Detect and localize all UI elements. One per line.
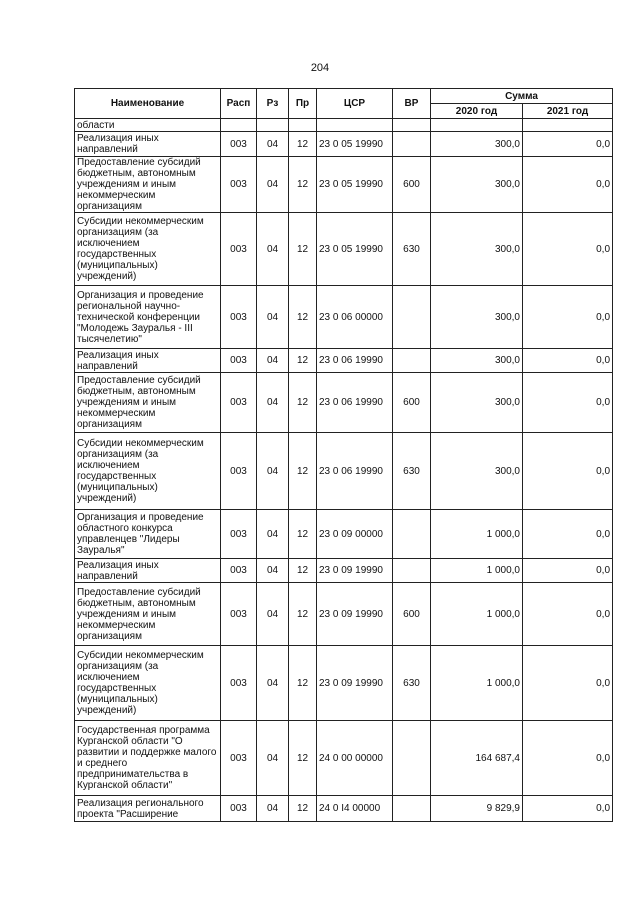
cell-rz: 04 (257, 349, 289, 373)
cell-name: области (75, 119, 221, 132)
cell-csr (317, 119, 393, 132)
cell-2021: 0,0 (523, 286, 613, 349)
cell-csr: 23 0 09 19990 (317, 559, 393, 583)
cell-name: Субсидии некоммерческим организациям (за исключением государственных (муниципальных) учреждений) (75, 213, 221, 286)
cell-2021: 0,0 (523, 796, 613, 822)
cell-name: Предоставление субсидий бюджетным, автономным учреждениям и иным некоммерческим организациям (75, 373, 221, 433)
cell-pr: 12 (289, 583, 317, 646)
cell-rz: 04 (257, 796, 289, 822)
header-vr: ВР (393, 89, 431, 119)
cell-2020: 1 000,0 (431, 646, 523, 721)
header-2021: 2021 год (523, 104, 613, 119)
cell-2021 (523, 119, 613, 132)
cell-rz: 04 (257, 559, 289, 583)
cell-vr: 630 (393, 433, 431, 510)
cell-name: Организация и проведение региональной научно-технической конференции "Молодежь Зауралья - III тысячелетию" (75, 286, 221, 349)
cell-vr (393, 510, 431, 559)
page-number: 204 (310, 62, 330, 74)
cell-csr: 23 0 09 00000 (317, 510, 393, 559)
cell-2020: 164 687,4 (431, 721, 523, 796)
cell-name: Субсидии некоммерческим организациям (за исключением государственных (муниципальных) учреждений) (75, 646, 221, 721)
cell-pr: 12 (289, 286, 317, 349)
cell-rz: 04 (257, 157, 289, 213)
table-row (75, 119, 613, 132)
cell-rasp: 003 (221, 646, 257, 721)
cell-name: Субсидии некоммерческим организациям (за исключением государственных (муниципальных) учреждений) (75, 433, 221, 510)
cell-name: Организация и проведение областного конкурса управленцев "Лидеры Зауралья" (75, 510, 221, 559)
table-row (75, 373, 613, 433)
cell-rz: 04 (257, 286, 289, 349)
cell-vr (393, 796, 431, 822)
cell-2021: 0,0 (523, 349, 613, 373)
cell-2021: 0,0 (523, 646, 613, 721)
cell-2020 (431, 119, 523, 132)
cell-vr: 600 (393, 583, 431, 646)
table-row (75, 583, 613, 646)
cell-2020: 300,0 (431, 433, 523, 510)
cell-pr: 12 (289, 721, 317, 796)
table-row (75, 349, 613, 373)
cell-2020: 1 000,0 (431, 510, 523, 559)
header-2020: 2020 год (431, 104, 523, 119)
cell-name: Предоставление субсидий бюджетным, автономным учреждениям и иным некоммерческим организациям (75, 157, 221, 213)
cell-rasp: 003 (221, 157, 257, 213)
cell-name: Государственная программа Курганской области "О развитии и поддержке малого и среднего предпринимательства в Курганской области" (75, 721, 221, 796)
cell-csr: 23 0 06 00000 (317, 286, 393, 349)
cell-pr: 12 (289, 157, 317, 213)
cell-rasp: 003 (221, 132, 257, 157)
cell-rasp (221, 119, 257, 132)
cell-rasp: 003 (221, 510, 257, 559)
cell-name: Реализация регионального проекта "Расширение (75, 796, 221, 822)
cell-csr: 23 0 05 19990 (317, 157, 393, 213)
table-row (75, 157, 613, 213)
cell-pr: 12 (289, 373, 317, 433)
cell-2020: 300,0 (431, 157, 523, 213)
cell-vr (393, 349, 431, 373)
cell-vr (393, 286, 431, 349)
cell-rasp: 003 (221, 583, 257, 646)
cell-csr: 23 0 05 19990 (317, 213, 393, 286)
cell-vr (393, 559, 431, 583)
cell-csr: 24 0 00 00000 (317, 721, 393, 796)
cell-name: Реализация иных направлений (75, 349, 221, 373)
table-row (75, 646, 613, 721)
table-row (75, 286, 613, 349)
cell-2021: 0,0 (523, 721, 613, 796)
budget-table (74, 88, 613, 822)
table-row (75, 132, 613, 157)
cell-2020: 1 000,0 (431, 559, 523, 583)
cell-rasp: 003 (221, 796, 257, 822)
cell-2021: 0,0 (523, 583, 613, 646)
cell-2021: 0,0 (523, 559, 613, 583)
cell-vr (393, 132, 431, 157)
cell-rasp: 003 (221, 433, 257, 510)
cell-vr (393, 119, 431, 132)
cell-pr: 12 (289, 349, 317, 373)
cell-rz: 04 (257, 132, 289, 157)
cell-pr: 12 (289, 213, 317, 286)
cell-rz: 04 (257, 213, 289, 286)
cell-vr (393, 721, 431, 796)
table-row (75, 433, 613, 510)
cell-2020: 300,0 (431, 286, 523, 349)
cell-rasp: 003 (221, 286, 257, 349)
cell-2021: 0,0 (523, 157, 613, 213)
cell-rz (257, 119, 289, 132)
table-row (75, 796, 613, 822)
cell-pr: 12 (289, 559, 317, 583)
cell-csr: 23 0 06 19990 (317, 433, 393, 510)
cell-2020: 300,0 (431, 213, 523, 286)
cell-pr: 12 (289, 433, 317, 510)
cell-pr: 12 (289, 646, 317, 721)
cell-vr: 630 (393, 646, 431, 721)
table-row (75, 721, 613, 796)
table-body (75, 119, 613, 822)
cell-name: Реализация иных направлений (75, 132, 221, 157)
cell-2020: 300,0 (431, 349, 523, 373)
cell-name: Предоставление субсидий бюджетным, автономным учреждениям и иным некоммерческим организациям (75, 583, 221, 646)
cell-2020: 9 829,9 (431, 796, 523, 822)
cell-2020: 300,0 (431, 132, 523, 157)
cell-pr (289, 119, 317, 132)
cell-csr: 24 0 I4 00000 (317, 796, 393, 822)
cell-2021: 0,0 (523, 433, 613, 510)
table-row (75, 559, 613, 583)
cell-rasp: 003 (221, 349, 257, 373)
cell-rz: 04 (257, 373, 289, 433)
cell-csr: 23 0 05 19990 (317, 132, 393, 157)
header-pr: Пр (289, 89, 317, 119)
cell-csr: 23 0 06 19990 (317, 373, 393, 433)
cell-rz: 04 (257, 433, 289, 510)
cell-csr: 23 0 09 19990 (317, 583, 393, 646)
cell-pr: 12 (289, 510, 317, 559)
cell-rz: 04 (257, 721, 289, 796)
cell-rasp: 003 (221, 213, 257, 286)
header-rz: Рз (257, 89, 289, 119)
cell-2020: 1 000,0 (431, 583, 523, 646)
cell-vr: 630 (393, 213, 431, 286)
cell-rz: 04 (257, 583, 289, 646)
cell-name: Реализация иных направлений (75, 559, 221, 583)
cell-2020: 300,0 (431, 373, 523, 433)
table-row (75, 510, 613, 559)
table-row (75, 213, 613, 286)
cell-vr: 600 (393, 373, 431, 433)
cell-rz: 04 (257, 510, 289, 559)
header-sum: Сумма (431, 89, 613, 104)
cell-rasp: 003 (221, 373, 257, 433)
cell-vr: 600 (393, 157, 431, 213)
cell-pr: 12 (289, 796, 317, 822)
cell-csr: 23 0 06 19990 (317, 349, 393, 373)
cell-rasp: 003 (221, 559, 257, 583)
cell-2021: 0,0 (523, 373, 613, 433)
header-rasp: Расп (221, 89, 257, 119)
cell-rz: 04 (257, 646, 289, 721)
cell-rasp: 003 (221, 721, 257, 796)
header-name: Наименование (75, 89, 221, 119)
cell-csr: 23 0 09 19990 (317, 646, 393, 721)
cell-2021: 0,0 (523, 213, 613, 286)
cell-2021: 0,0 (523, 510, 613, 559)
cell-2021: 0,0 (523, 132, 613, 157)
cell-pr: 12 (289, 132, 317, 157)
header-csr: ЦСР (317, 89, 393, 119)
